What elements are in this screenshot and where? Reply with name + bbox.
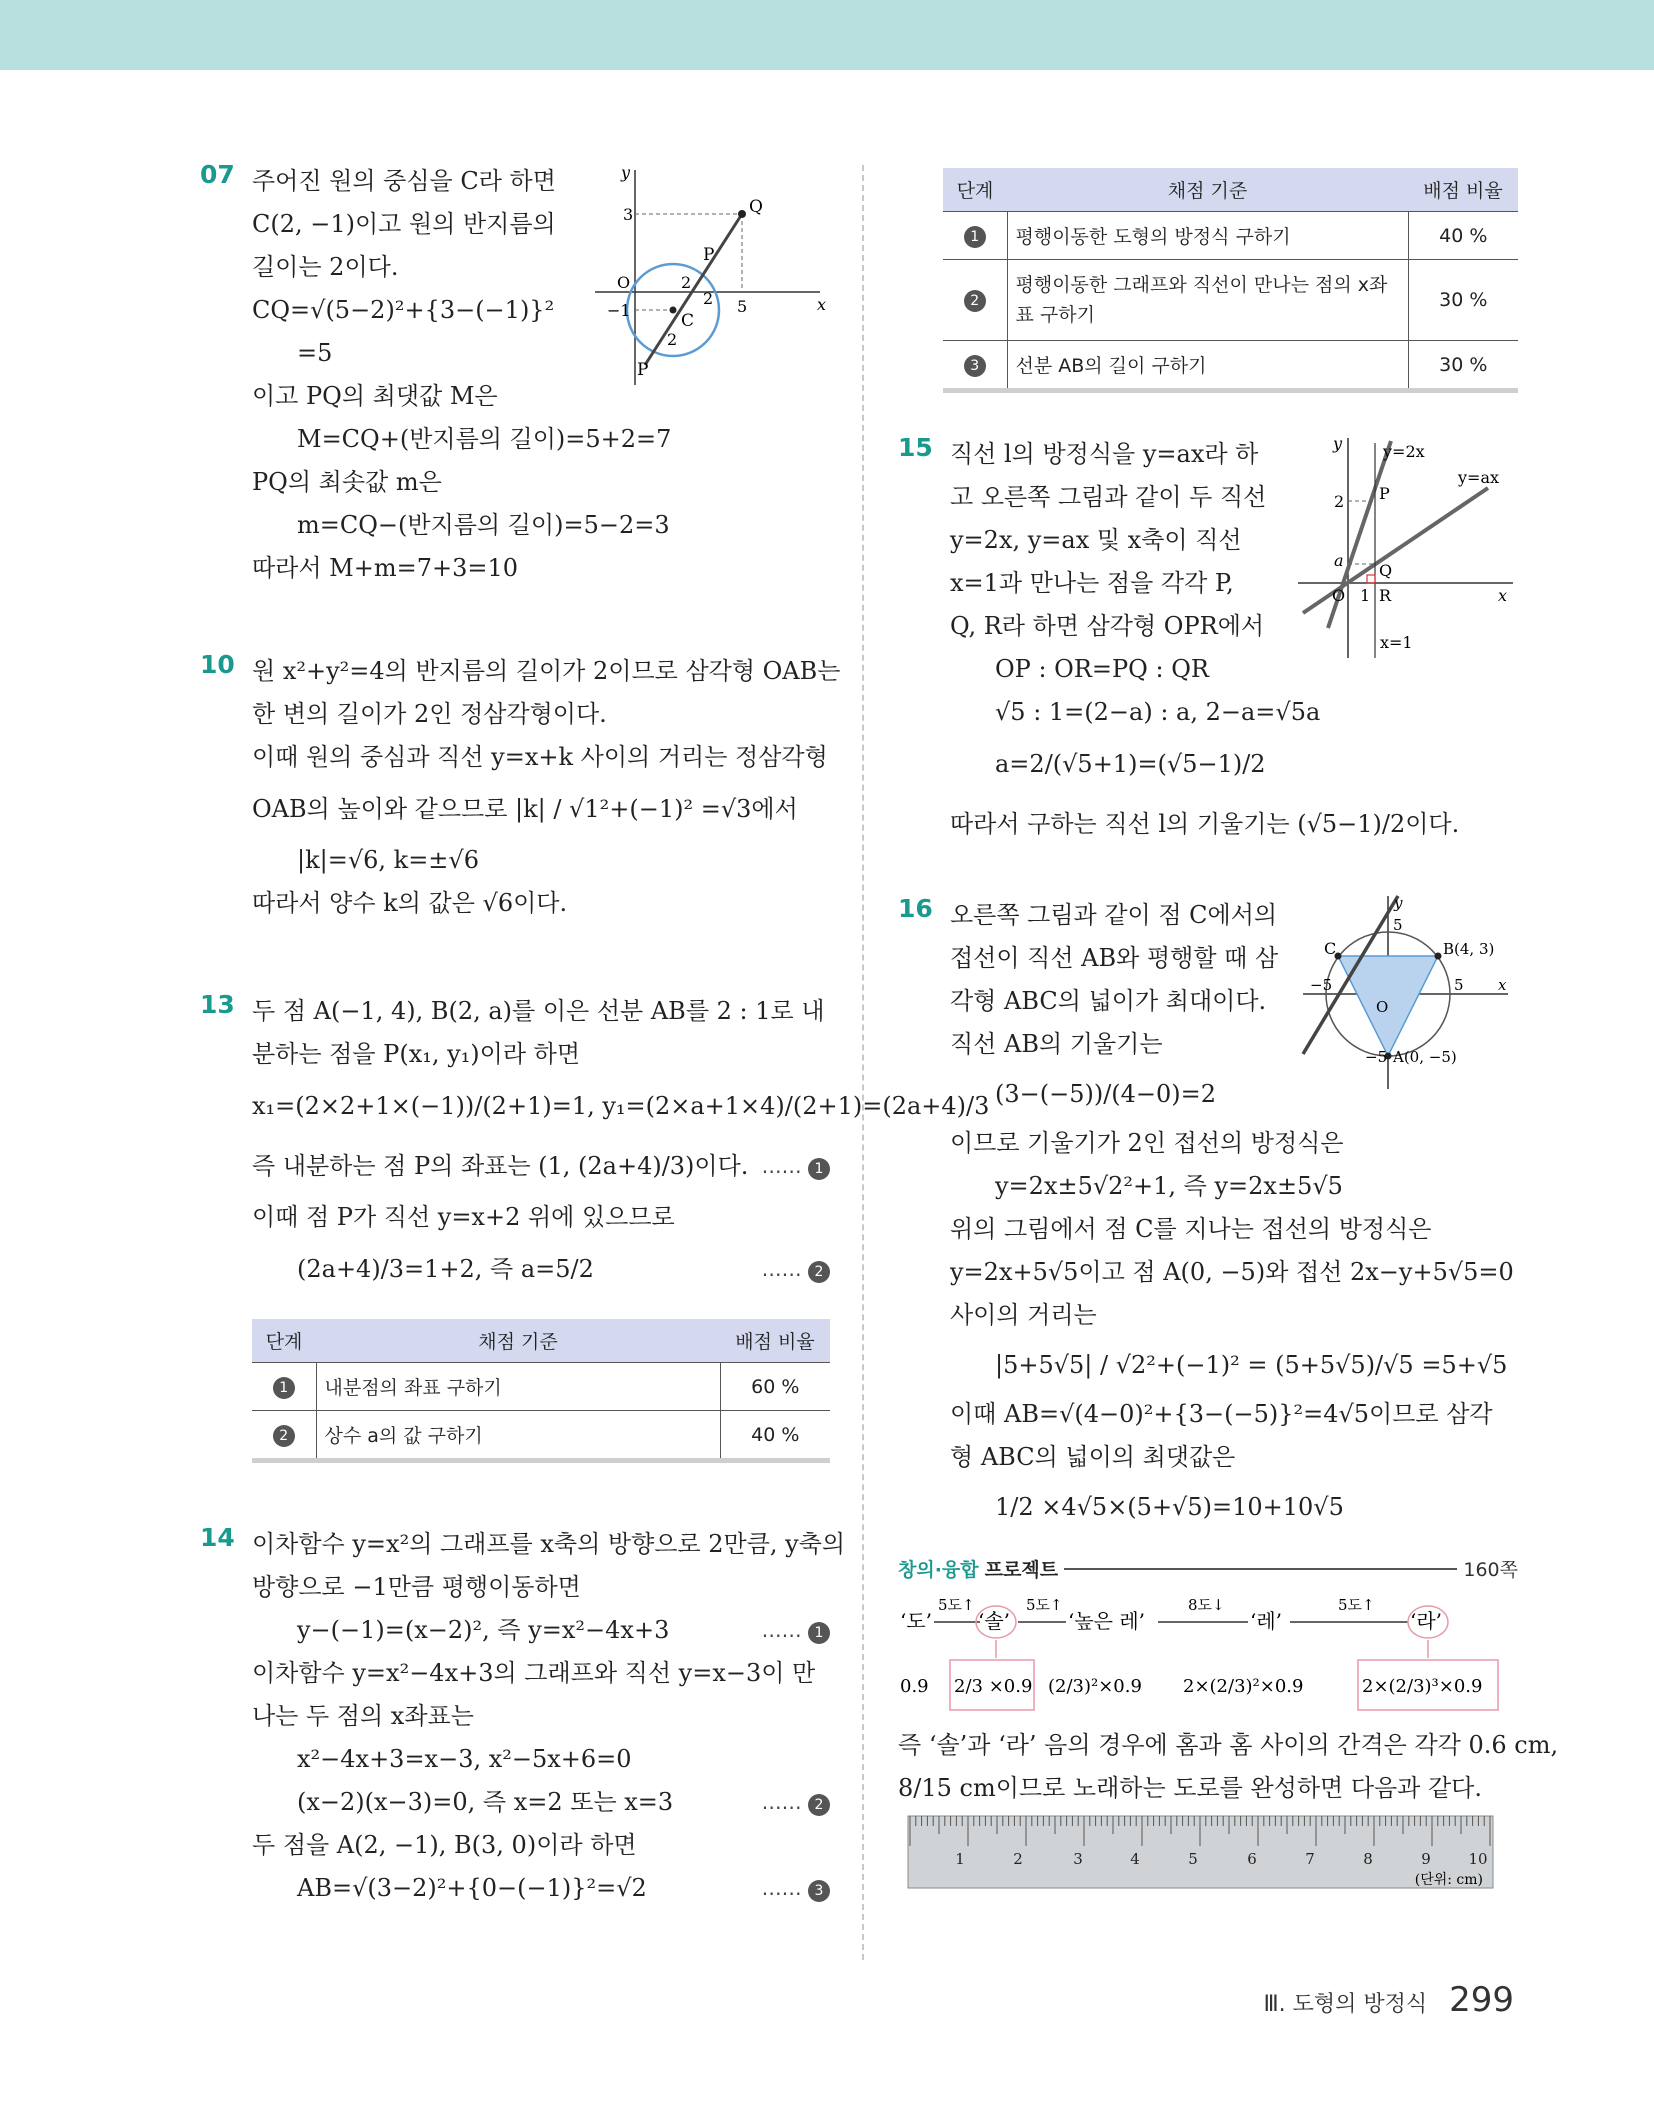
text-line: 이때 점 P가 직선 y=x+2 위에 있으므로 <box>252 1203 675 1231</box>
svg-text:2/3 ×0.9: 2/3 ×0.9 <box>954 1676 1033 1697</box>
svg-text:y: y <box>1332 434 1342 453</box>
creative-project <box>898 1555 1559 1900</box>
svg-text:2×(2/3)³×0.9: 2×(2/3)³×0.9 <box>1362 1676 1483 1697</box>
axis-x-label: x <box>817 295 827 314</box>
text-line: 두 점을 A(2, −1), B(3, 0)이라 하면 <box>252 1831 637 1859</box>
svg-text:2×(2/3)²×0.9: 2×(2/3)²×0.9 <box>1183 1676 1304 1697</box>
svg-text:P: P <box>637 360 649 380</box>
svg-text:−5: −5 <box>1310 976 1333 994</box>
svg-text:2: 2 <box>1013 1850 1023 1868</box>
text-line-with-mark: (x−2)(x−3)=0, 즉 x=2 또는 x=3 …… 2 <box>252 1781 830 1824</box>
step-mark-1: …… 1 <box>762 1136 830 1196</box>
table-row: 1 평행이동한 도형의 방정식 구하기 40 % <box>943 212 1518 260</box>
svg-text:10: 10 <box>1468 1850 1488 1868</box>
circle-graph-figure <box>585 160 825 390</box>
text-line: 각형 ABC의 넓이가 최대이다. <box>950 987 1267 1015</box>
svg-text:Q: Q <box>1379 561 1393 580</box>
text-line: 두 점 A(−1, 4), B(2, a)를 이은 선분 AB를 2 : 1로 내 <box>252 997 825 1025</box>
problem-16 <box>898 894 1518 1535</box>
problem-10 <box>200 650 841 930</box>
svg-text:2: 2 <box>1334 492 1345 511</box>
problem-number: 10 <box>200 650 235 679</box>
svg-text:8: 8 <box>1363 1850 1373 1868</box>
ruler-figure <box>898 1814 1498 1894</box>
svg-text:O: O <box>617 273 631 292</box>
text-line: √5 : 1=(2−a) : a, 2−a=√5a <box>995 698 1321 726</box>
svg-text:A(0, −5): A(0, −5) <box>1393 1048 1457 1066</box>
svg-text:O: O <box>1332 586 1346 605</box>
svg-text:R: R <box>1379 586 1392 605</box>
text-line: 따라서 M+m=7+3=10 <box>252 554 519 582</box>
page-reference: 160쪽 <box>1463 1559 1518 1581</box>
scoring-table <box>252 1319 830 1463</box>
criterion-cell: 내분점의 좌표 구하기 <box>316 1363 720 1411</box>
problem-14 <box>200 1523 846 1910</box>
text-line: m=CQ−(반지름의 길이)=5−2=3 <box>297 511 670 539</box>
text-line: 접선이 직선 AB와 평행할 때 삼 <box>950 944 1279 972</box>
section-title: Ⅲ. 도형의 방정식 <box>1263 1992 1428 2017</box>
step-mark-2: …… 2 <box>762 1239 830 1299</box>
step-badge: 1 <box>273 1377 295 1399</box>
text-line: 고 오른쪽 그림과 같이 두 직선 <box>950 483 1267 511</box>
table-header: 채점 기준 <box>1007 168 1408 212</box>
text-line: 위의 그림에서 점 C를 지나는 접선의 방정식은 <box>950 1215 1432 1243</box>
table-row <box>252 1363 830 1411</box>
text-line: 분하는 점을 P(x₁, y₁)이라 하면 <box>252 1040 581 1068</box>
ratio-cell: 40 % <box>720 1411 830 1461</box>
svg-text:‘라’: ‘라’ <box>1410 1609 1443 1633</box>
text: (2a+4)/3=1+2, 즉 a=5/2 <box>297 1255 594 1283</box>
text-line: PQ의 최솟값 m은 <box>252 468 442 496</box>
header-rule <box>1064 1568 1457 1570</box>
table-header: 채점 기준 <box>316 1319 720 1363</box>
text-line: OAB의 높이와 같으므로 |k| / √1²+(−1)² =√3에서 <box>252 795 798 823</box>
criterion-cell: 상수 a의 값 구하기 <box>316 1411 720 1461</box>
problem-13 <box>200 990 990 1463</box>
text-line: OP : OR=PQ : QR <box>995 655 1209 683</box>
svg-text:y=ax: y=ax <box>1458 468 1500 487</box>
text-line: 이때 AB=√(4−0)²+{3−(−5)}²=4√5이므로 삼각 <box>950 1400 1493 1428</box>
problem-number: 14 <box>200 1523 235 1552</box>
text-line: C(2, −1)이고 원의 반지름의 <box>252 210 556 238</box>
svg-text:1: 1 <box>955 1850 965 1868</box>
svg-text:‘레’: ‘레’ <box>1250 1609 1283 1633</box>
text-line: |k|=√6, k=±√6 <box>297 846 479 874</box>
problem-number: 07 <box>200 160 235 189</box>
svg-text:4: 4 <box>1130 1850 1140 1868</box>
text-line: =5 <box>297 339 333 367</box>
svg-text:5도↑: 5도↑ <box>1026 1596 1063 1614</box>
problem-number: 13 <box>200 990 235 1019</box>
table-row <box>252 1411 830 1461</box>
text-line: |5+5√5| / √2²+(−1)² = (5+5√5)/√5 =5+√5 <box>995 1351 1508 1379</box>
step-3-badge: 3 <box>808 1880 830 1902</box>
problem-07 <box>200 160 830 590</box>
text-line-with-mark: y−(−1)=(x−2)², 즉 y=x²−4x+3 …… 1 <box>252 1609 830 1652</box>
text-line: a=2/(√5+1)=(√5−1)/2 <box>995 750 1266 778</box>
text-line: 직선 AB의 기울기는 <box>950 1030 1163 1058</box>
svg-text:B(4, 3): B(4, 3) <box>1443 940 1495 958</box>
step-1-badge: 1 <box>808 1158 830 1180</box>
table-header: 배점 비율 <box>1408 168 1518 212</box>
svg-text:P: P <box>703 245 715 265</box>
svg-text:x: x <box>1498 976 1507 994</box>
text-line: x²−4x+3=x−3, x²−5x+6=0 <box>297 1745 632 1773</box>
step-2-badge: 2 <box>808 1794 830 1816</box>
step-2-badge: 2 <box>808 1261 830 1283</box>
table-row: 2 평행이동한 그래프와 직선이 만나는 점의 x좌표 구하기 30 % <box>943 260 1518 341</box>
svg-text:(단위: cm): (단위: cm) <box>1414 1872 1483 1888</box>
svg-text:y: y <box>1394 894 1403 912</box>
text-line: (3−(−5))/(4−0)=2 <box>995 1080 1217 1108</box>
text-line: 원 x²+y²=4의 반지름의 길이가 2이므로 삼각형 OAB는 <box>252 657 841 685</box>
svg-text:2: 2 <box>681 273 692 292</box>
text-line: 오른쪽 그림과 같이 점 C에서의 <box>950 901 1278 929</box>
svg-text:9: 9 <box>1421 1850 1431 1868</box>
svg-text:‘높은 레’: ‘높은 레’ <box>1068 1609 1146 1633</box>
text-line: 이차함수 y=x²의 그래프를 x축의 방향으로 2만큼, y축의 <box>252 1530 846 1558</box>
svg-text:2: 2 <box>703 289 714 308</box>
table-header: 단계 <box>252 1319 316 1363</box>
text-line: 길이는 2이다. <box>252 253 399 281</box>
text-line: y=2x±5√2²+1, 즉 y=2x±5√5 <box>995 1172 1343 1200</box>
text-line: 주어진 원의 중심을 C라 하면 <box>252 167 556 195</box>
svg-text:−1: −1 <box>607 301 631 320</box>
text-line: 즉 ‘솔’과 ‘라’ 음의 경우에 홈과 홈 사이의 간격은 각각 0.6 cm, <box>898 1731 1559 1759</box>
svg-text:x=1: x=1 <box>1380 633 1413 652</box>
ratio-cell: 60 % <box>720 1363 830 1411</box>
page-number: 299 <box>1449 1980 1514 2020</box>
text-line: 방향으로 −1만큼 평행이동하면 <box>252 1573 581 1601</box>
svg-text:−5: −5 <box>1365 1048 1388 1066</box>
svg-text:1: 1 <box>1360 586 1371 605</box>
svg-text:5도↑: 5도↑ <box>938 1596 975 1614</box>
text-line: 나는 두 점의 x좌표는 <box>252 1702 474 1730</box>
svg-text:6: 6 <box>1247 1850 1257 1868</box>
column-divider <box>862 165 864 1960</box>
project-title-1: 창의·융합 <box>898 1559 979 1581</box>
svg-text:3: 3 <box>1073 1850 1083 1868</box>
text-line: x₁=(2×2+1×(−1))/(2+1)=1, y₁=(2×a+1×4)/(2+1)=(2a+4)/3 <box>252 1092 990 1120</box>
text-line: 따라서 양수 k의 값은 √6이다. <box>252 889 568 917</box>
note-interval-diagram <box>898 1588 1498 1718</box>
top-color-band <box>0 0 1654 70</box>
project-header <box>898 1555 1518 1582</box>
page-footer <box>1263 1980 1514 2020</box>
text-line-with-mark <box>252 1136 830 1196</box>
svg-text:3: 3 <box>623 205 634 224</box>
svg-text:C: C <box>1324 939 1337 958</box>
table-header: 배점 비율 <box>720 1319 830 1363</box>
svg-text:P: P <box>1379 484 1390 503</box>
text-line: 직선 l의 방정식을 y=ax라 하 <box>950 440 1259 468</box>
text-line: y=2x+5√5이고 점 A(0, −5)와 접선 2x−y+5√5=0 <box>950 1258 1514 1286</box>
text-line: x=1과 만나는 점을 각각 P, <box>950 569 1234 597</box>
text-line: 한 변의 길이가 2인 정삼각형이다. <box>252 700 607 728</box>
svg-text:5: 5 <box>1393 916 1403 934</box>
svg-text:5도↑: 5도↑ <box>1338 1596 1375 1614</box>
project-title-2: 프로젝트 <box>984 1559 1059 1581</box>
text-line-with-mark <box>252 1239 830 1299</box>
step-badge: 2 <box>273 1425 295 1447</box>
problem-number: 16 <box>898 894 933 923</box>
svg-text:5: 5 <box>1188 1850 1198 1868</box>
text-line: 1/2 ×4√5×(5+√5)=10+10√5 <box>995 1493 1344 1521</box>
svg-text:0.9: 0.9 <box>900 1676 929 1697</box>
axis-y-label: y <box>620 163 630 182</box>
text-line: y=2x, y=ax 및 x축이 직선 <box>950 526 1242 554</box>
text-line: 따라서 구하는 직선 l의 기울기는 (√5−1)/2이다. <box>950 810 1460 838</box>
svg-text:8도↓: 8도↓ <box>1188 1596 1225 1614</box>
text-line: 이고 PQ의 최댓값 M은 <box>252 382 498 410</box>
table-row: 3 선분 AB의 길이 구하기 30 % <box>943 341 1518 391</box>
svg-text:a: a <box>1334 551 1344 570</box>
svg-text:‘도’: ‘도’ <box>900 1609 933 1633</box>
svg-text:7: 7 <box>1305 1850 1315 1868</box>
problem-number: 15 <box>898 433 933 462</box>
text-line-with-mark: AB=√(3−2)²+{0−(−1)}²=√2 …… 3 <box>252 1867 830 1910</box>
line-graph-figure <box>1298 433 1518 663</box>
text-line: 사이의 거리는 <box>950 1301 1097 1329</box>
text-line: 이므로 기울기가 2인 접선의 방정식은 <box>950 1129 1344 1157</box>
text-line: 8/15 cm이므로 노래하는 도로를 완성하면 다음과 같다. <box>898 1774 1482 1802</box>
scoring-table-14 <box>943 168 1518 393</box>
circle-triangle-figure <box>1298 894 1518 1094</box>
text-line: 이차함수 y=x²−4x+3의 그래프와 직선 y=x−3이 만 <box>252 1659 816 1687</box>
text-line: M=CQ+(반지름의 길이)=5+2=7 <box>297 425 672 453</box>
step-1-badge: 1 <box>808 1622 830 1644</box>
svg-text:Q: Q <box>749 197 763 217</box>
svg-text:y=2x: y=2x <box>1383 442 1425 461</box>
text-line: 이때 원의 중심과 직선 y=x+k 사이의 거리는 정삼각형 <box>252 743 828 771</box>
text-line: CQ=√(5−2)²+{3−(−1)}² <box>252 296 555 324</box>
table-header: 단계 <box>943 168 1007 212</box>
text-line: 형 ABC의 넓이의 최댓값은 <box>950 1443 1236 1471</box>
svg-text:‘솔’: ‘솔’ <box>978 1609 1011 1633</box>
svg-text:5: 5 <box>1454 976 1464 994</box>
problem-15 <box>898 433 1518 854</box>
svg-text:O: O <box>1376 998 1389 1016</box>
svg-text:C: C <box>681 311 695 331</box>
svg-text:(2/3)²×0.9: (2/3)²×0.9 <box>1048 1676 1142 1697</box>
svg-text:5: 5 <box>737 297 748 316</box>
text-line: Q, R라 하면 삼각형 OPR에서 <box>950 612 1265 640</box>
text: 즉 내분하는 점 P의 좌표는 (1, (2a+4)/3)이다. <box>252 1152 749 1180</box>
svg-text:2: 2 <box>667 330 678 349</box>
right-column <box>898 168 1559 1900</box>
svg-text:x: x <box>1498 586 1508 605</box>
